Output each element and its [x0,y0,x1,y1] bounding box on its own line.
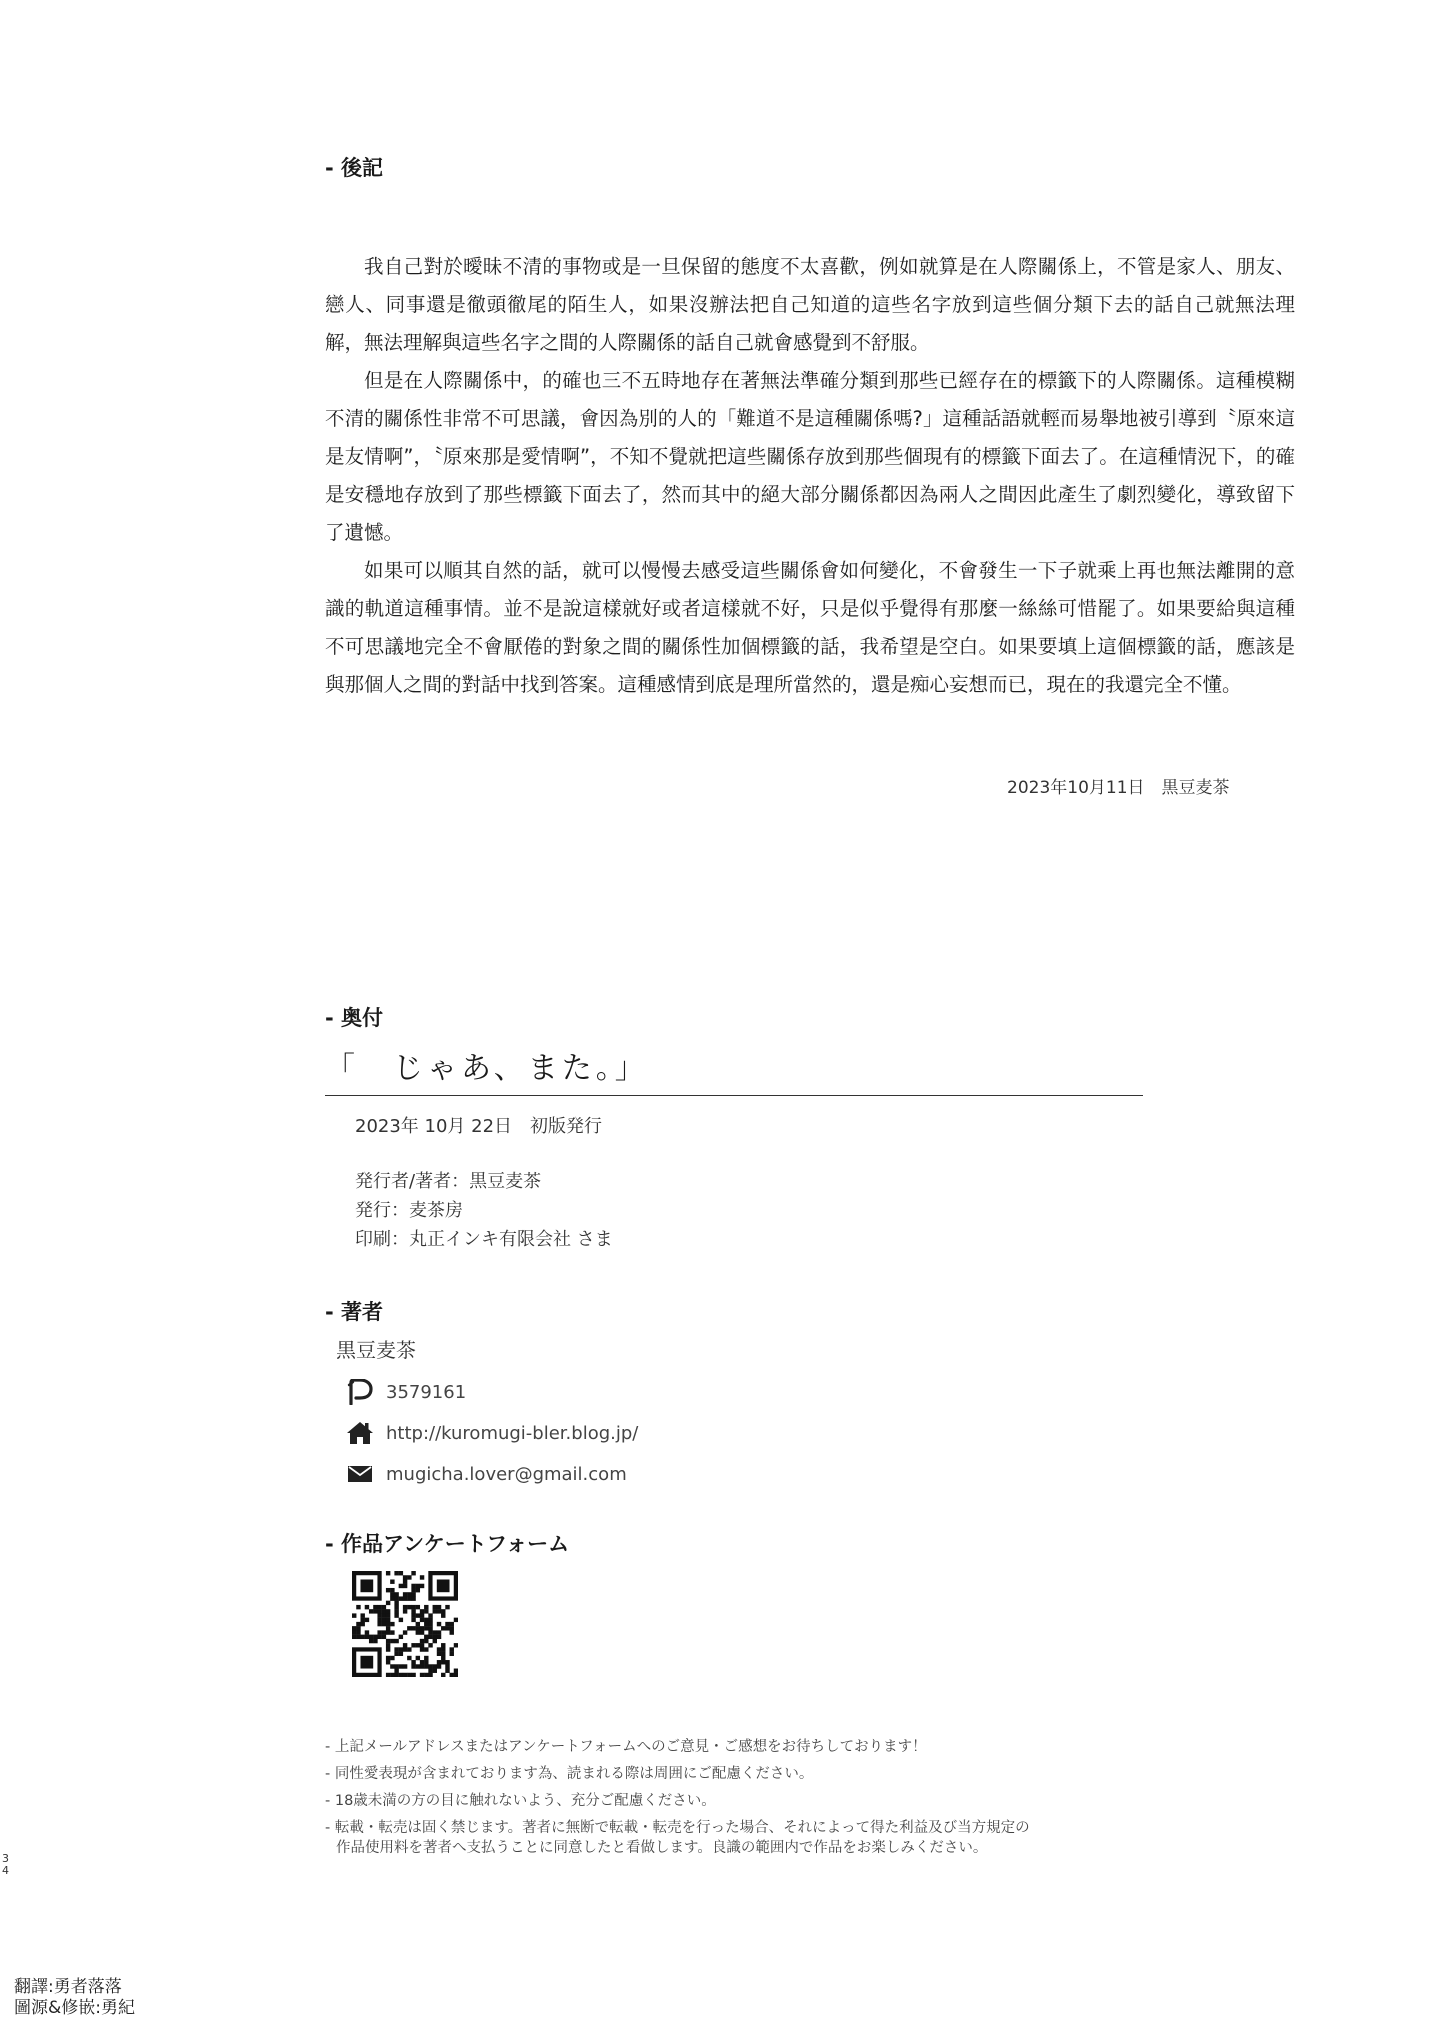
note-item [325,1737,1030,1757]
pixiv-contact [346,1378,466,1406]
pixiv-id: 3579161 [386,1381,467,1403]
home-icon [346,1419,374,1447]
credit-line: 発行：麦茶房 [355,1200,463,1221]
afterword-paragraph: 如果可以順其自然的話，就可以慢慢去感受這些關係會如何變化，不會發生一下子就乘上再也無法離開的意識的軌道這種事情。並不是說這樣就好或者這樣就不好，只是似乎覺得有那麼一絲絲可惜罷了。如果要給與這種不可思議地完全不會厭倦的對象之間的關係性加個標籤的話，我希望是空白。如果要填上這個標籤的話，應該是與那個人之間的對話中找到答案。這種感情到底是理所當然的，還是痴心妄想而已，現在的我還完全不懂。 [325,559,1295,696]
translation-credits [14,1977,135,2019]
book-title: 「 じゃあ、また。」 [325,1051,649,1086]
editor-credit: 圖源&修嵌:勇紀 [14,1998,135,2018]
note-text: - 上記メールアドレスまたはアンケートフォームへのご意見・ご感想をお待ちしております！ [325,1739,927,1755]
email-contact [346,1460,627,1488]
publication-credits [355,1167,613,1254]
colophon-heading: - 奥付 [325,1006,384,1030]
note-text: - 転載・転売は固く禁じます。著者に無断で転載・転売を行った場合、それによって得た利益及び当方規定の [325,1820,1030,1836]
credit-line: 印刷：丸正インキ有限会社 さま [355,1229,613,1250]
notes-block [325,1737,1030,1865]
email-link[interactable]: mugicha.lover@gmail.com [386,1463,627,1485]
note-item [325,1764,1030,1784]
note-text: - 18歳未満の方の目に触れないよう、充分ご配慮ください。 [325,1793,716,1809]
website-link[interactable]: http://kuromugi-bler.blog.jp/ [386,1422,639,1444]
author-heading: - 著者 [325,1300,384,1324]
page-number [2,1853,9,1877]
author-name: 黒豆麦茶 [336,1338,416,1362]
publish-date: 2023年 10月 22日 初版発行 [355,1116,603,1137]
note-item [325,1818,1030,1858]
title-divider [325,1095,1143,1096]
note-text: - 同性愛表現が含まれております為、読まれる際は周囲にご配慮ください。 [325,1766,814,1782]
afterword-body [325,248,1295,704]
page-number-digit: 4 [2,1864,9,1877]
afterword-heading: - 後記 [325,156,384,180]
translator-credit: 翻譯:勇者落落 [14,1977,122,1997]
qr-code-image [352,1571,458,1677]
website-contact [346,1419,638,1447]
survey-heading: - 作品アンケートフォーム [325,1532,570,1556]
mail-icon [346,1460,374,1488]
afterword-paragraph: 但是在人際關係中，的確也三不五時地存在著無法準確分類到那些已經存在的標籤下的人際關係。這種模糊不清的關係性非常不可思議，會因為別的人的「難道不是這種關係嗎?」這種話語就輕而易舉地被引導到〝原來這是友情啊”，〝原來那是愛情啊”，不知不覺就把這些關係存放到那些個現有的標籤下面去了。在這種情況下，的確是安穩地存放到了那些標籤下面去了，然而其中的絕大部分關係都因為兩人之間因此產生了劇烈變化，導致留下了遺憾。 [325,369,1295,544]
afterword-paragraph: 我自己對於曖昧不清的事物或是一旦保留的態度不太喜歡，例如就算是在人際關係上，不管是家人、朋友、戀人、同事還是徹頭徹尾的陌生人，如果沒辦法把自己知道的這些名字放到這些個分類下去的話自己就無法理解，無法理解與這些名字之間的人際關係的話自己就會感覺到不舒服。 [325,255,1295,354]
page-number-digit: 3 [2,1852,9,1865]
pixiv-icon [346,1378,374,1406]
note-item [325,1791,1030,1811]
credit-line: 発行者/著者：黒豆麦茶 [355,1171,542,1192]
qr-code[interactable] [352,1571,458,1677]
note-text-continued: 作品使用料を著者へ支払うことに同意したと看做します。良識の範囲内で作品をお楽しみください。 [336,1840,988,1856]
afterword-date-signature: 2023年10月11日 黒豆麦茶 [1007,778,1230,798]
